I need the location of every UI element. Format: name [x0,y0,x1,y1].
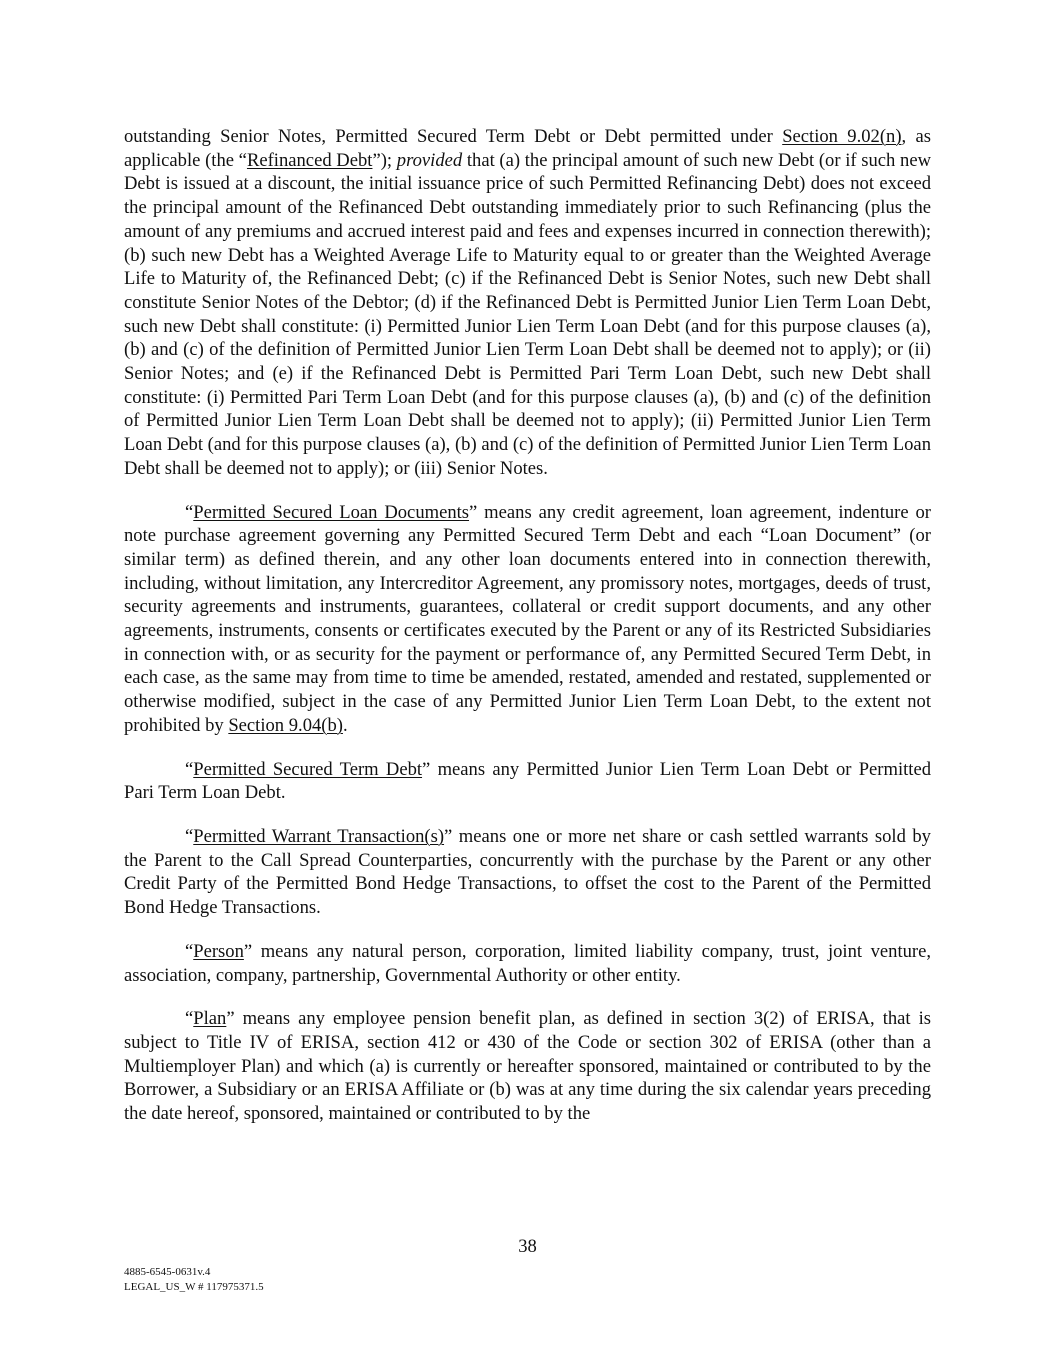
text-run: , as applicable (the “ [124,126,931,171]
definition-permitted-warrant-transactions [124,825,931,920]
footer-doc-id: 4885-6545-0631v.4 [124,1266,211,1278]
italic-term: provided [396,149,463,171]
definition-permitted-secured-term-debt [124,758,931,805]
text-run: ” means any natural person, corporation, limited liability company, trust, joint venture, association, company, partnership, Governmental Authority or other entity. [124,940,931,986]
defined-term: Permitted Secured Term Debt [193,758,423,780]
defined-term: Permitted Secured Loan Documents [193,501,470,523]
defined-term: Refinanced Debt [246,149,373,171]
text-run: . [342,714,348,736]
text-run: that (a) the principal amount of such new Debt (or if such new Debt is issued at a discount, the initial issuance price of such Permitted Refinancing Debt) does not exceed the principal amount of the Refinanced Debt outstanding immediately prior to such Refinancing (plus the amount of any premiums and accrued interest paid and fees and expenses incurred in connection therewith); (b) such new Debt has a Weighted Average Life to Maturity equal to or greater than the Weighted Average Life to Maturity of, the Refinanced Debt; (c) if the Refinanced Debt is Senior Notes, such new Debt shall constitute Senior Notes of the Debtor; (d) if the Refinanced Debt is Permitted Junior Lien Term Loan Debt, such new Debt shall constitute: (i) Permitted Junior Lien Term Loan Debt (and for this purpose clauses (a), (b) and (c) of the definition of Permitted Junior Lien Term Loan Debt shall be deemed not to apply); or (ii) Senior Notes; and (e) if the Refinanced Debt is Permitted Pari Term Loan Debt, such new Debt shall constitute: (i) Permitted Pari Term Loan Debt (and for this purpose clauses (a), (b) and (c) of the definition of Permitted Junior Lien Term Loan Debt shall be deemed not to apply); (ii) Permitted Junior Lien Term Loan Debt (and for this purpose clauses (a), (b) and (c) of the definition of Permitted Junior Lien Term Loan Debt shall be deemed not to apply); or (iii) Senior Notes. [124,149,932,479]
defined-term: Person [193,940,244,962]
text-run: ” means one or more net share or cash settled warrants sold by the Parent to the Call Spread Counterparties, concurrently with the purchase by the Parent or any other Credit Party of the Permitted Bond Hedge Transactions, to offset the cost to the Parent of the Permitted Bond Hedge Transactions. [124,825,931,919]
definition-person [124,940,931,987]
text-run: outstanding Senior Notes, Permitted Secured Term Debt or Debt permitted under [124,126,783,147]
definition-permitted-secured-loan-documents [124,501,931,738]
defined-term: Permitted Warrant Transaction(s) [193,825,445,847]
text-run: ” means any credit agreement, loan agreement, indenture or note purchase agreement governing any Permitted Secured Term Debt and each “Loan Document” (or similar term) as defined therein, and any other loan documents entered into in connection therewith, including, without limitation, any Intercreditor Agreement, any promissory notes, mortgages, deeds of trust, security agreements and instruments, guarantees, collateral or credit support documents, and any other agreements, instruments, consents or certificates executed by the Parent or any of its Restricted Subsidiaries in connection with, or as security for the payment or performance of, any Permitted Secured Term Debt, in each case, as the same may from time to time be amended, restated, amended and restated, supplemented or otherwise modified, subject in the case of any Permitted Junior Lien Term Loan Debt, to the extent not prohibited by [124,501,931,736]
open-quote: “ [185,501,194,523]
section-reference: Section 9.04(b) [228,714,343,736]
open-quote: “ [185,1008,194,1030]
text-run: ” means any employee pension benefit plan, as defined in section 3(2) of ERISA, that is subject to Title IV of ERISA, section 412 or 430 of the Code or section 302 of ERISA (other than a Multiemployer Plan) and which (a) is currently or hereafter sponsored, maintained or contributed to by the Borrower, a Subsidiary or an ERISA Affiliate or (b) was at any time during the six calendar years preceding the date hereof, sponsored, maintained or contributed to by the [124,1008,931,1125]
section-reference: Section 9.02(n) [782,126,902,147]
document-footer [124,1265,264,1295]
open-quote: “ [185,940,194,962]
text-run: ”); [372,149,397,171]
defined-term: Plan [193,1008,227,1030]
definition-plan [124,1007,931,1126]
open-quote: “ [185,758,194,780]
document-body [124,125,931,1146]
text-run: ” means any Permitted Junior Lien Term Loan Debt or Permitted Pari Term Loan Debt. [124,758,931,804]
open-quote: “ [185,825,194,847]
page-number: 38 [518,1236,537,1257]
paragraph-refinanced-debt-continuation [124,125,931,481]
footer-legal-id: LEGAL_US_W # 117975371.5 [124,1281,264,1293]
